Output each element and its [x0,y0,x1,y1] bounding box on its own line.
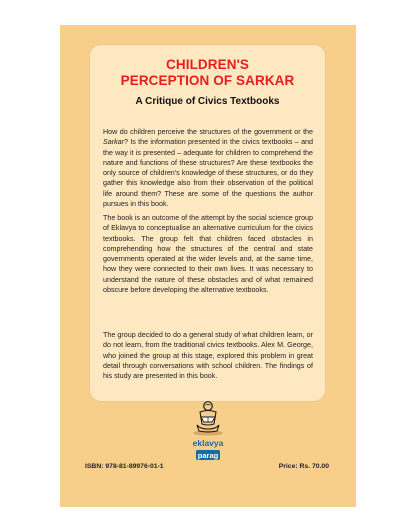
logo-text-eklavya: eklavya [192,438,224,448]
logo-text-parag: parag [197,451,219,460]
blurb-panel [89,44,326,402]
book-subtitle: A Critique of Civics Textbooks [135,96,280,107]
paragraph-1-text-a: How do children perceive the structures of the government or the [103,128,313,136]
isbn-label: ISBN: 978-81-89976-01-1 [85,463,164,470]
title-line-1: CHILDREN'S [166,57,249,72]
blurb-paragraph-2: The book is an outcome of the attempt by the social science group of Eklavya to conceptualise an alternative curriculum for the civics textbooks. The group felt that children faced obstacles in comprehending how the structures of the central and state governments operated at the wider levels and, at the same time, how they were connected to their own lives. It was necessary to understand the nature of these obstacles and of what remained obscure before developing the alternative textbooks. [103,214,313,295]
blurb-paragraph-3: The group decided to do a general study of what children learn, or do not learn, from the traditional civics textbooks. Alex M. George, who joined the group at this stage, explored this problem in great detail through conversations with school children. The findings of his study are presented in this book. [103,331,313,381]
eklavya-parag-logo [188,400,228,464]
reading-child-icon [193,402,223,436]
paragraph-1-text-b: ? Is the information presented in the civics textbooks – and the way it is presented – adequate for children to comprehend the nature and functions of these structures? Are these textbooks the only source of children's knowledge of these structures, or do they gather this knowledge also from their observation of the political life around them? These are some of the questions the author pursues in this book. [103,138,313,209]
price-label: Price: Rs. 70.00 [278,463,329,470]
book-back-cover [60,25,356,507]
title-line-2: PERCEPTION OF SARKAR [120,72,295,88]
blurb-paragraph-1 [103,127,313,209]
paragraph-1-italic: Sarkar [103,138,125,147]
book-title [90,57,325,88]
